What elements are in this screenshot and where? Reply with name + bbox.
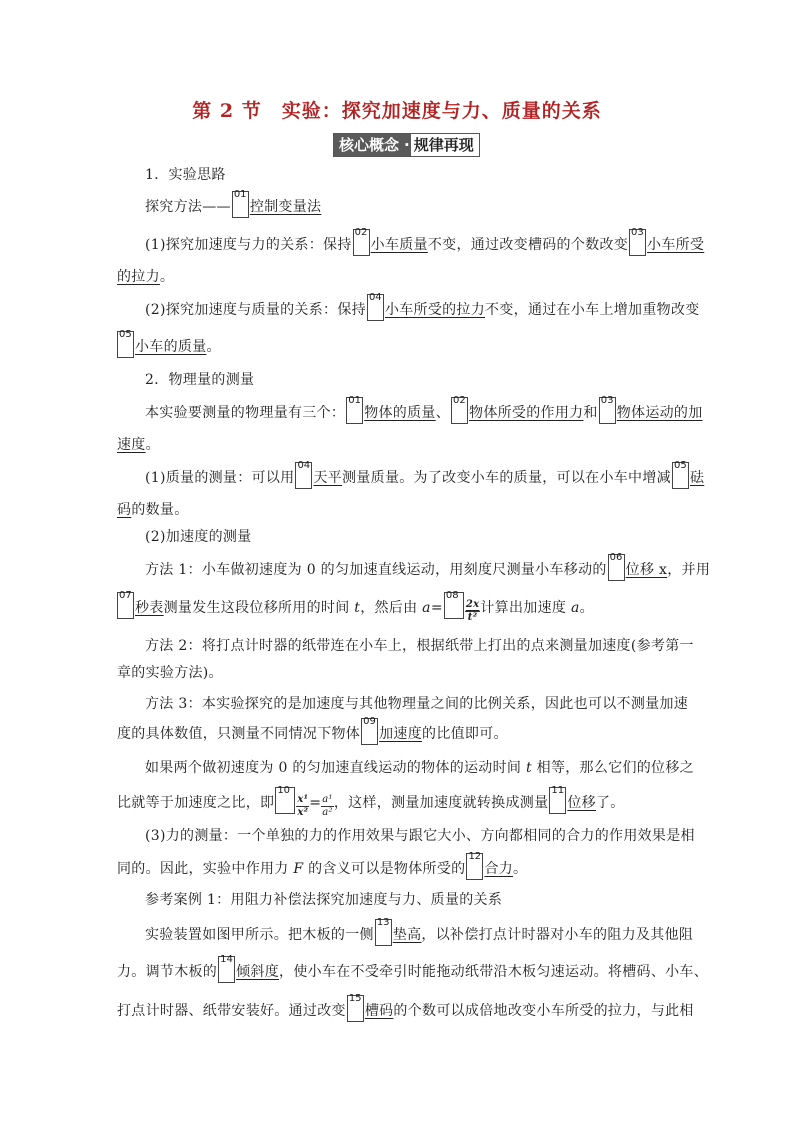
page-title: 第 2 节 实验：探究加速度与力、质量的关系 — [192, 100, 602, 122]
paragraph-mass-measure-cont: 码的数量。 — [117, 502, 189, 518]
paragraph-displacement-ratio: 如果两个做初速度为 0 的匀加速直线运动的物体的运动时间 t 相等，那么它们的位移之 — [145, 760, 694, 776]
blank-box: 11 — [549, 787, 566, 814]
answer-text: 垫高 — [392, 927, 422, 943]
paragraph-mass-relation-cont: 05 小车的质量。 — [117, 329, 679, 365]
answer-text: 速度 — [117, 437, 146, 453]
banner-core-concept: 核心概念 — [334, 134, 403, 156]
blank-box: 01 — [232, 191, 249, 218]
blank-box: 12 — [466, 853, 483, 880]
answer-text: 小车质量 — [370, 237, 428, 253]
paragraph-setup: 实验装置如图甲所示。把木板的一侧 13 垫高，以补偿打点计时器对小车的阻力及其他阻 — [117, 917, 679, 953]
answer-text: 位移 — [567, 795, 596, 811]
answer-text: 砝 — [689, 470, 705, 486]
paragraph-setup-cont-1: 力。调节木板的 14 倾斜度，使小车在不受牵引时能拖动纸带沿木板匀速运动。将槽码、小车、 — [117, 954, 679, 990]
answer-text: 槽码 — [364, 1003, 394, 1019]
answer-text: 小车所受的拉力 — [384, 302, 486, 318]
paragraph-method-3-cont: 度的具体数值，只测量不同情况下物体 09 加速度的比值即可。 — [117, 716, 679, 752]
blank-box: 03 — [599, 397, 616, 424]
blank-box: 07 — [117, 592, 134, 619]
heading-experiment-idea: 1．实验思路 — [145, 167, 226, 183]
blank-box: 06 — [608, 554, 625, 581]
blank-box: 01 — [346, 397, 363, 424]
banner-law-review: 规律再现 — [411, 134, 479, 156]
paragraph-setup-cont-2: 打点计时器、纸带安装好。通过改变 15 槽码的个数可以成倍地改变小车所受的拉力，与此相 — [117, 993, 679, 1029]
paragraph-three-quantities-cont: 速度。 — [117, 437, 160, 453]
paragraph-method-3: 方法 3：本实验探究的是加速度与其他物理量之间的比例关系，因此也可以不测量加速 — [145, 696, 689, 712]
blank-box: 05 — [672, 462, 689, 489]
blank-box: 10 — [275, 787, 295, 814]
paragraph-three-quantities: 本实验要测量的物理量有三个： 01 物体的质量、 02 物体所受的作用力和 03 物体运动的加 — [117, 395, 679, 431]
answer-text: 物体的质量 — [364, 405, 436, 421]
blank-box: 14 — [218, 956, 235, 983]
answer-text: 秒表 — [135, 600, 164, 616]
paragraph-method: 探究方法—— 01 控制变量法 — [117, 189, 679, 225]
blank-box: 03 — [629, 229, 646, 256]
blank-box: 13 — [375, 919, 392, 946]
answer-text: 倾斜度 — [236, 964, 280, 980]
answer-text: 合力 — [484, 861, 514, 877]
paragraph-mass-measure: (1)质量的测量：可以用 04 天平测量质量。为了改变小车的质量，可以在小车中增减 05 砝 — [117, 460, 679, 496]
answer-text: 控制变量法 — [249, 199, 322, 215]
paragraph-force-measure-cont: 同的。因此，实验中作用力 F 的含义可以是物体所受的 12 合力。 — [117, 851, 679, 887]
heading-measurement: 2．物理量的测量 — [145, 372, 255, 388]
blank-box: 04 — [367, 294, 384, 321]
formula-fraction-a: $\frac{\text{a¹}}{\text{a²}}$ — [322, 794, 333, 818]
answer-text: 位移 x — [625, 562, 668, 578]
answer-text: 天平 — [313, 470, 343, 486]
answer-text: 码 — [117, 502, 132, 518]
formula-fraction-x: $\frac{\text{x¹}}{\text{x²}}$ — [297, 794, 309, 818]
answer-text: 物体所受的作用力 — [469, 405, 584, 421]
heading-acceleration-measure: (2)加速度的测量 — [145, 529, 252, 545]
paragraph-force-relation-cont: 的拉力。 — [117, 269, 175, 285]
answer-text: 小车所受 — [647, 237, 705, 253]
blank-box: 02 — [451, 397, 468, 424]
paragraph-method-1-cont: 07 秒表测量发生这段位移所用的时间 t，然后由 a= 08 $\frac{2x}{\text{t²}}$ 计算出加速度 a。 — [119, 590, 594, 623]
paragraph-displacement-ratio-cont: 比就等于加速度之比，即 10 $\frac{\text{x¹}}{\text{x²}}$ = $\frac{\text{a¹}}{\text{a²}}$ ，这样，测量加速度就转换成测量 11 位移了。 — [117, 785, 625, 818]
answer-text: 加速度 — [379, 726, 423, 742]
paragraph-force-measure: (3)力的测量：一个单独的力的作用效果与跟它大小、方向都相同的合力的作用效果是相 — [145, 828, 695, 844]
paragraph-method-2: 方法 2：将打点计时器的纸带连在小车上，根据纸带上打出的点来测量加速度(参考第一 — [145, 638, 694, 654]
answer-text: 物体运动的加 — [616, 405, 703, 421]
answer-text: 小车的质量 — [135, 339, 207, 355]
paragraph-mass-relation: (2)探究加速度与质量的关系：保持 04 小车所受的拉力不变，通过在小车上增加重物改变 — [117, 292, 679, 328]
answer-text: 的拉力 — [117, 269, 160, 285]
section-banner — [333, 133, 480, 157]
blank-box: 05 — [117, 331, 134, 358]
formula-fraction: $\frac{2x}{\text{t²}}$ — [465, 599, 480, 623]
heading-reference-case-1: 参考案例 1：用阻力补偿法探究加速度与力、质量的关系 — [145, 892, 503, 908]
blank-box: 02 — [353, 229, 370, 256]
blank-box: 15 — [347, 995, 364, 1022]
blank-box: 08 — [444, 592, 464, 619]
paragraph-force-relation: (1)探究加速度与力的关系：保持 02 小车质量不变，通过改变槽码的个数改变 03 小车所受 — [117, 227, 679, 263]
banner-dot: · — [404, 136, 410, 154]
blank-box: 09 — [361, 718, 378, 745]
paragraph-method-2-cont: 章的实验方法)。 — [117, 665, 223, 681]
paragraph-method-1: 方法 1：小车做初速度为 0 的匀加速直线运动，用刻度尺测量小车移动的 06 位移 x，并用 — [117, 552, 679, 588]
blank-box: 04 — [295, 462, 312, 489]
